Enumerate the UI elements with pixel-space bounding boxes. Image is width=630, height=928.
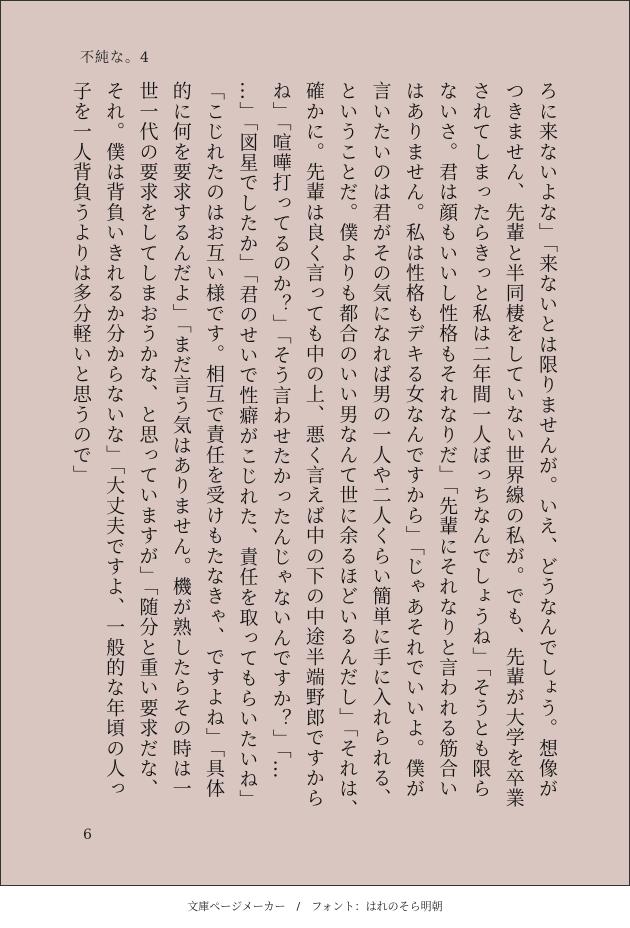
page-number: 6 <box>83 827 92 843</box>
footer-credit: 文庫ページメーカー / フォント：はれのそら明朝 <box>187 900 443 913</box>
vertical-body-text: ろに来ないよな」「来ないとは限りませんが。いえ、どうなんでしょう。想像が つきません、先輩と半同棲をしていない世界線の私が。でも、先輩が大学を卒業 されてしまったらきっと私は二年間一人ぼっちなんでしょうね」「そうとも限ら ないさ。君は顔もいいし性格もそれなりだ」「先輩にそれなりと言われる筋合い はありません。私は性格もデキる女なんですから」「じゃあそれでいいよ。僕が 言いたいのは君がその気になれば男の一人や二人くらい簡単に手に入れられる、 ということだ。僕よりも都合のいい男なんて世に余るほどいるんだし」「それは、 確かに。先輩は良く言っても中の上、悪く言えば中の下の中途半端野郎ですから ね」「喧嘩打ってるのか？」「そう言わせたかったんじゃないんですか？」「… …」「図星でしたか」「君のせいで性癖がこじれた、責任を取ってもらいたいね」 「こじれたのはお互い様です。相互で責任を受けもたなきゃ、ですよね」「具体 的に何を要求するんだよ」「まだ言う気はありません。機が熟したらその時は一 世一代の要求をしてしまおうかな、と思っていますが」「随分と重い要求だな、 それ。僕は背負いきれるか分からないな」「大丈夫ですよ、一般的な年頃の人っ 子を一人背負うよりは多分軽いと思うので」 <box>69 81 558 819</box>
chapter-header: 不純な。4 <box>80 50 150 66</box>
